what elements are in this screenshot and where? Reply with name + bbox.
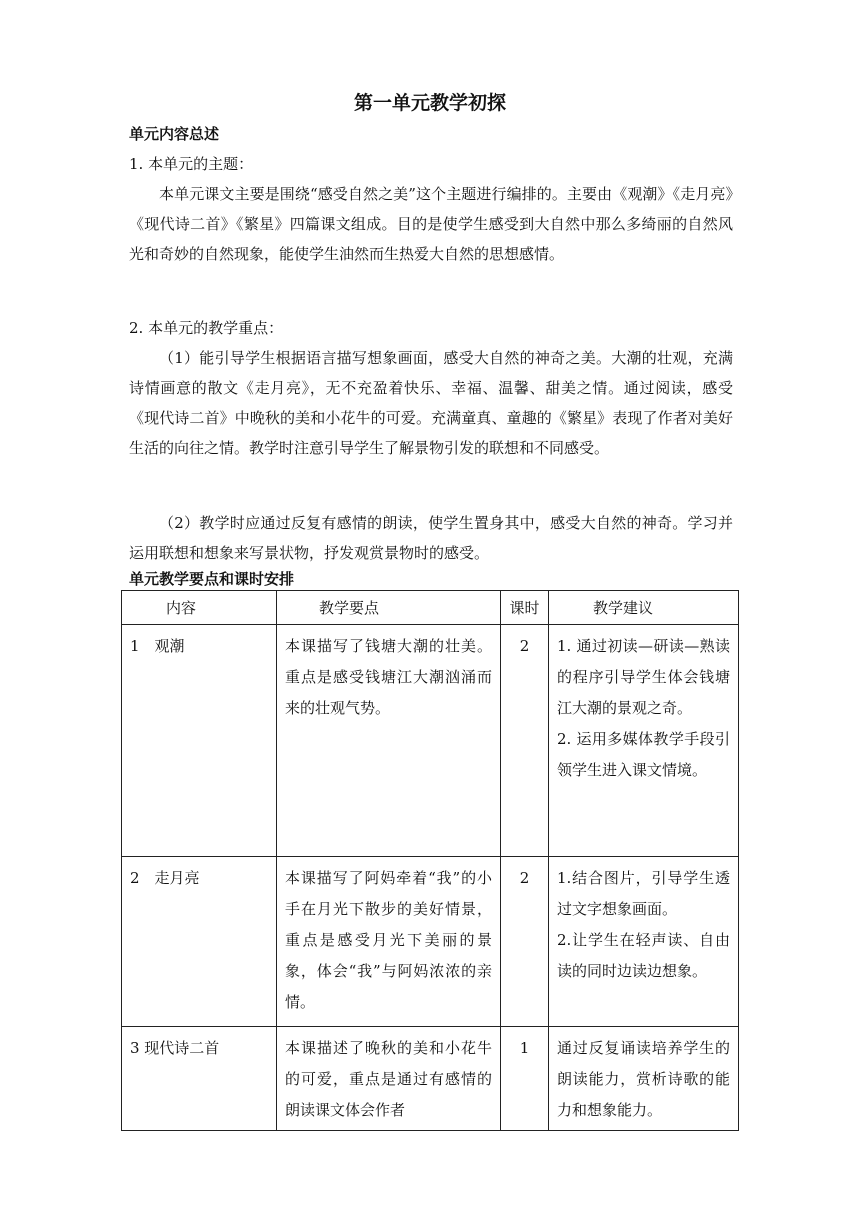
row-suggestions: [549, 625, 739, 857]
suggestion-item: 通过反复诵读培养学生的朗读能力，赏析诗歌的能力和想象能力。: [557, 1039, 730, 1119]
table-header-row: [122, 591, 739, 625]
header-suggestions: 教学建议: [549, 591, 739, 625]
item1-paragraph: 本单元课文主要是围绕“感受自然之美”这个主题进行编排的。主要由《观潮》《走月亮》《现代诗二首》《繁星》四篇课文组成。目的是使学生感受到大自然中那么多绮丽的自然风光和奇妙的自然现象，能使学生油然而生热爱大自然的思想感情。: [129, 185, 733, 263]
suggestion-item: 1. 通过初读—研读—熟读的程序引导学生体会钱塘江大潮的景观之奇。: [557, 637, 730, 717]
section-heading-overview: 单元内容总述: [129, 125, 220, 143]
schedule-table: [121, 590, 739, 1131]
row-points: 本课描写了钱塘大潮的壮美。重点是感受钱塘江大潮汹涌而来的壮观气势。: [277, 625, 501, 857]
table-row: [122, 625, 739, 857]
suggestion-item: 2.让学生在轻声读、自由读的同时边读边想象。: [557, 931, 730, 980]
row-content: 1 观潮: [122, 625, 277, 857]
row-suggestions: [549, 1027, 739, 1131]
row-points: 本课描述了晚秋的美和小花牛的可爱，重点是通过有感情的朗读课文体会作者: [277, 1027, 501, 1131]
row-content: 3 现代诗二首: [122, 1027, 277, 1131]
item2-title: 2. 本单元的教学重点：: [129, 319, 284, 337]
suggestion-item: 1.结合图片，引导学生透过文字想象画面。: [557, 869, 730, 918]
row-content: 2 走月亮: [122, 857, 277, 1027]
header-points: 教学要点: [277, 591, 501, 625]
table-row: [122, 857, 739, 1027]
row-hours: 2: [501, 857, 549, 1027]
row-hours: 1: [501, 1027, 549, 1131]
row-hours: 2: [501, 625, 549, 857]
header-hours: 课时: [501, 591, 549, 625]
header-content: 内容: [122, 591, 277, 625]
section-heading-schedule: 单元教学要点和课时安排: [129, 570, 295, 588]
row-points: 本课描写了阿妈牵着“我”的小手在月光下散步的美好情景，重点是感受月光下美丽的景象，体会“我”与阿妈浓浓的亲情。: [277, 857, 501, 1027]
row-suggestions: [549, 857, 739, 1027]
table-row: [122, 1027, 739, 1131]
item2-paragraph-1: （1）能引导学生根据语言描写想象画面，感受大自然的神奇之美。大潮的壮观，充满诗情画意的散文《走月亮》，无不充盈着快乐、幸福、温馨、甜美之情。通过阅读，感受《现代诗二首》中晚秋的美和小花牛的可爱。充满童真、童趣的《繁星》表现了作者对美好生活的向往之情。教学时注意引导学生了解景物引发的联想和不同感受。: [129, 349, 733, 457]
item2-paragraph-2: （2）教学时应通过反复有感情的朗读，使学生置身其中，感受大自然的神奇。学习并运用联想和想象来写景状物，抒发观赏景物时的感受。: [129, 514, 733, 562]
item1-title: 1. 本单元的主题：: [129, 155, 254, 173]
page-title: 第一单元教学初探: [353, 92, 506, 114]
suggestion-item: 2. 运用多媒体教学手段引领学生进入课文情境。: [557, 730, 730, 779]
